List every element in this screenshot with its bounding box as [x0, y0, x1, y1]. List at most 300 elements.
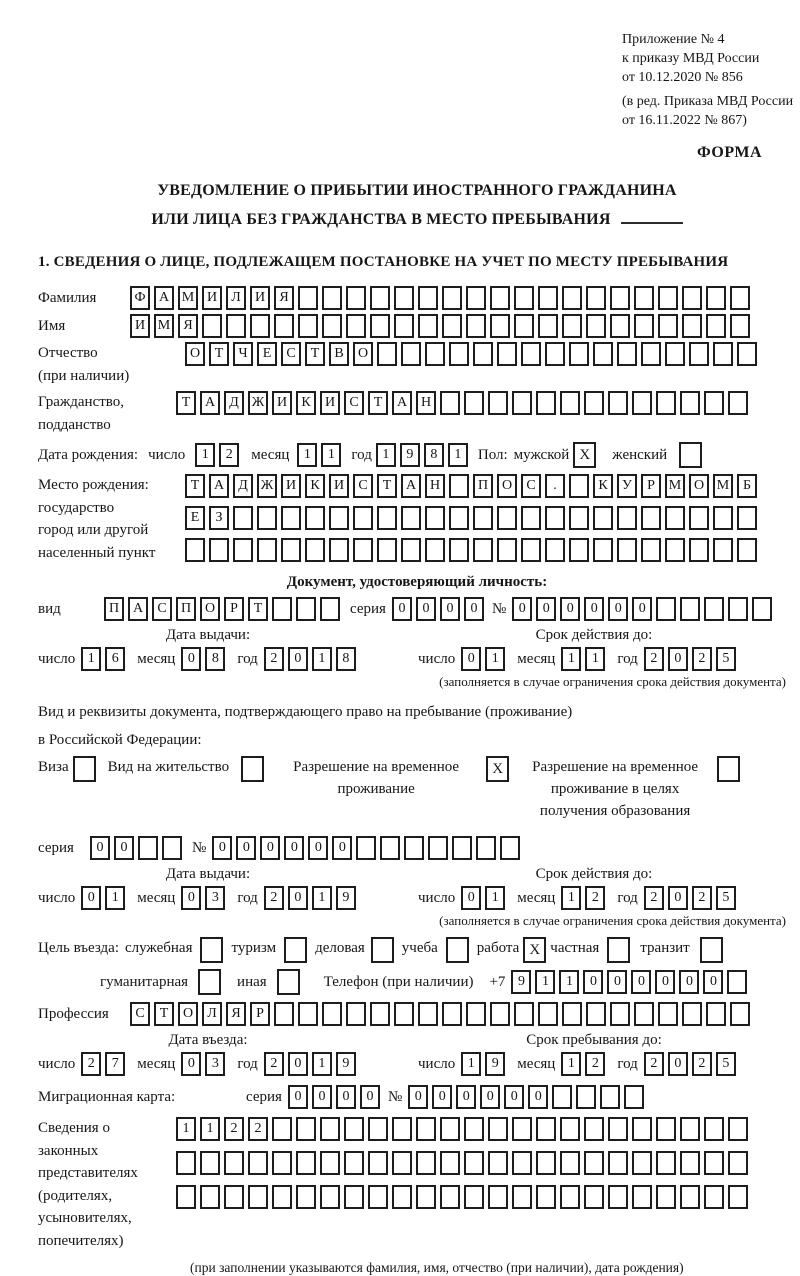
char-cell[interactable]: 2	[264, 1052, 284, 1076]
char-cell[interactable]	[418, 1002, 438, 1026]
char-cell[interactable]	[404, 836, 424, 860]
char-cell[interactable]	[473, 506, 493, 530]
char-cell[interactable]	[473, 538, 493, 562]
temporary-residence-education-checkbox[interactable]	[717, 756, 740, 782]
char-cell[interactable]	[730, 286, 750, 310]
char-cell[interactable]: 1	[297, 443, 317, 467]
char-cell[interactable]	[617, 506, 637, 530]
char-cell[interactable]: 0	[679, 970, 699, 994]
migration-card-number-cells[interactable]	[408, 1085, 648, 1109]
migration-card-series-cells[interactable]	[288, 1085, 384, 1109]
char-cell[interactable]	[488, 1117, 508, 1141]
char-cell[interactable]: 0	[181, 647, 201, 671]
char-cell[interactable]	[706, 1002, 726, 1026]
char-cell[interactable]: 1	[485, 886, 505, 910]
char-cell[interactable]	[425, 538, 445, 562]
stay-day-cells[interactable]	[461, 1052, 509, 1076]
char-cell[interactable]	[305, 538, 325, 562]
char-cell[interactable]	[514, 286, 534, 310]
char-cell[interactable]: 2	[224, 1117, 244, 1141]
char-cell[interactable]	[713, 538, 733, 562]
char-cell[interactable]: 0	[456, 1085, 476, 1109]
char-cell[interactable]: П	[473, 474, 493, 498]
char-cell[interactable]	[401, 506, 421, 530]
char-cell[interactable]	[632, 1185, 652, 1209]
char-cell[interactable]: И	[281, 474, 301, 498]
char-cell[interactable]	[569, 342, 589, 366]
char-cell[interactable]: 2	[644, 647, 664, 671]
char-cell[interactable]	[560, 1185, 580, 1209]
char-cell[interactable]	[346, 286, 366, 310]
char-cell[interactable]	[706, 314, 726, 338]
char-cell[interactable]	[560, 1151, 580, 1175]
char-cell[interactable]: 0	[608, 597, 628, 621]
sex-male-checkbox[interactable]: X	[573, 442, 596, 468]
char-cell[interactable]	[370, 314, 390, 338]
char-cell[interactable]	[538, 286, 558, 310]
char-cell[interactable]: .	[545, 474, 565, 498]
char-cell[interactable]	[728, 1185, 748, 1209]
given-name-cells[interactable]	[130, 314, 754, 338]
char-cell[interactable]	[209, 538, 229, 562]
char-cell[interactable]: А	[200, 391, 220, 415]
visa-checkbox[interactable]	[73, 756, 96, 782]
char-cell[interactable]	[656, 597, 676, 621]
char-cell[interactable]	[560, 391, 580, 415]
char-cell[interactable]	[704, 391, 724, 415]
char-cell[interactable]	[440, 391, 460, 415]
char-cell[interactable]: С	[130, 1002, 150, 1026]
char-cell[interactable]	[584, 1151, 604, 1175]
char-cell[interactable]: А	[401, 474, 421, 498]
char-cell[interactable]	[226, 314, 246, 338]
char-cell[interactable]	[737, 538, 757, 562]
char-cell[interactable]	[689, 506, 709, 530]
char-cell[interactable]	[682, 1002, 702, 1026]
char-cell[interactable]	[416, 1151, 436, 1175]
char-cell[interactable]	[682, 286, 702, 310]
char-cell[interactable]	[680, 597, 700, 621]
char-cell[interactable]	[377, 538, 397, 562]
char-cell[interactable]	[176, 1151, 196, 1175]
char-cell[interactable]	[545, 538, 565, 562]
char-cell[interactable]	[608, 1117, 628, 1141]
char-cell[interactable]	[490, 286, 510, 310]
char-cell[interactable]: И	[130, 314, 150, 338]
char-cell[interactable]	[704, 1185, 724, 1209]
char-cell[interactable]: 5	[716, 647, 736, 671]
char-cell[interactable]	[416, 1117, 436, 1141]
char-cell[interactable]: Т	[377, 474, 397, 498]
char-cell[interactable]: 2	[644, 886, 664, 910]
char-cell[interactable]	[452, 836, 472, 860]
char-cell[interactable]	[512, 1185, 532, 1209]
residence-doc-number-cells[interactable]	[212, 836, 524, 860]
char-cell[interactable]	[656, 1151, 676, 1175]
char-cell[interactable]: К	[296, 391, 316, 415]
char-cell[interactable]: 2	[219, 443, 239, 467]
char-cell[interactable]: 0	[392, 597, 412, 621]
char-cell[interactable]: М	[665, 474, 685, 498]
char-cell[interactable]: Р	[250, 1002, 270, 1026]
char-cell[interactable]	[658, 1002, 678, 1026]
char-cell[interactable]	[586, 286, 606, 310]
char-cell[interactable]: С	[353, 474, 373, 498]
birth-day-cells[interactable]	[195, 443, 243, 467]
residence-doc-series-cells[interactable]	[90, 836, 186, 860]
char-cell[interactable]	[632, 1151, 652, 1175]
char-cell[interactable]: 0	[464, 597, 484, 621]
char-cell[interactable]	[562, 314, 582, 338]
identity-valid-day-cells[interactable]	[461, 647, 509, 671]
char-cell[interactable]	[418, 314, 438, 338]
char-cell[interactable]	[368, 1117, 388, 1141]
char-cell[interactable]	[641, 506, 661, 530]
char-cell[interactable]: 0	[81, 886, 101, 910]
char-cell[interactable]: 0	[288, 1052, 308, 1076]
char-cell[interactable]	[536, 391, 556, 415]
char-cell[interactable]	[514, 314, 534, 338]
char-cell[interactable]	[514, 1002, 534, 1026]
char-cell[interactable]	[562, 286, 582, 310]
char-cell[interactable]: Я	[178, 314, 198, 338]
char-cell[interactable]: О	[200, 597, 220, 621]
char-cell[interactable]	[665, 506, 685, 530]
residence-valid-day-cells[interactable]	[461, 886, 509, 910]
char-cell[interactable]	[665, 538, 685, 562]
char-cell[interactable]: 0	[668, 647, 688, 671]
char-cell[interactable]: 9	[400, 443, 420, 467]
representatives-cells-row3[interactable]	[176, 1185, 752, 1209]
char-cell[interactable]: 1	[105, 886, 125, 910]
char-cell[interactable]	[377, 342, 397, 366]
char-cell[interactable]: 7	[105, 1052, 125, 1076]
char-cell[interactable]	[320, 597, 340, 621]
char-cell[interactable]	[545, 342, 565, 366]
patronymic-cells[interactable]	[185, 342, 761, 366]
purpose-study-checkbox[interactable]	[446, 937, 469, 963]
char-cell[interactable]	[680, 1151, 700, 1175]
char-cell[interactable]	[536, 1117, 556, 1141]
char-cell[interactable]	[728, 391, 748, 415]
char-cell[interactable]	[632, 391, 652, 415]
char-cell[interactable]	[682, 314, 702, 338]
char-cell[interactable]	[466, 314, 486, 338]
purpose-official-checkbox[interactable]	[200, 937, 223, 963]
char-cell[interactable]: 3	[205, 886, 225, 910]
char-cell[interactable]: И	[329, 474, 349, 498]
char-cell[interactable]: О	[185, 342, 205, 366]
purpose-transit-checkbox[interactable]	[700, 937, 723, 963]
char-cell[interactable]: 0	[512, 597, 532, 621]
char-cell[interactable]	[737, 506, 757, 530]
char-cell[interactable]	[490, 314, 510, 338]
purpose-work-checkbox[interactable]: X	[523, 937, 546, 963]
char-cell[interactable]: 0	[583, 970, 603, 994]
char-cell[interactable]	[200, 1151, 220, 1175]
temporary-residence-checkbox[interactable]: X	[486, 756, 509, 782]
char-cell[interactable]: 1	[376, 443, 396, 467]
char-cell[interactable]: И	[320, 391, 340, 415]
citizenship-cells[interactable]	[176, 391, 752, 415]
char-cell[interactable]	[610, 286, 630, 310]
char-cell[interactable]	[576, 1085, 596, 1109]
char-cell[interactable]: 8	[424, 443, 444, 467]
char-cell[interactable]: 1	[312, 886, 332, 910]
char-cell[interactable]: 0	[181, 1052, 201, 1076]
purpose-tourism-checkbox[interactable]	[284, 937, 307, 963]
char-cell[interactable]	[322, 1002, 342, 1026]
char-cell[interactable]	[356, 836, 376, 860]
char-cell[interactable]: Ч	[233, 342, 253, 366]
char-cell[interactable]	[353, 538, 373, 562]
char-cell[interactable]	[233, 506, 253, 530]
char-cell[interactable]	[728, 1117, 748, 1141]
char-cell[interactable]: 0	[236, 836, 256, 860]
char-cell[interactable]: 1	[312, 647, 332, 671]
identity-doc-series-cells[interactable]	[392, 597, 488, 621]
identity-issue-month-cells[interactable]	[181, 647, 229, 671]
char-cell[interactable]	[617, 342, 637, 366]
char-cell[interactable]	[176, 1185, 196, 1209]
char-cell[interactable]	[440, 1151, 460, 1175]
identity-valid-year-cells[interactable]	[644, 647, 740, 671]
char-cell[interactable]: 0	[632, 597, 652, 621]
char-cell[interactable]: 0	[288, 886, 308, 910]
char-cell[interactable]	[497, 506, 517, 530]
char-cell[interactable]	[593, 342, 613, 366]
char-cell[interactable]	[680, 1185, 700, 1209]
identity-doc-kind-cells[interactable]	[104, 597, 344, 621]
char-cell[interactable]	[658, 286, 678, 310]
char-cell[interactable]: 0	[440, 597, 460, 621]
char-cell[interactable]: 0	[284, 836, 304, 860]
char-cell[interactable]: 0	[528, 1085, 548, 1109]
surname-cells[interactable]	[130, 286, 754, 310]
char-cell[interactable]: А	[392, 391, 412, 415]
char-cell[interactable]	[329, 506, 349, 530]
char-cell[interactable]: 0	[212, 836, 232, 860]
char-cell[interactable]	[706, 286, 726, 310]
char-cell[interactable]	[248, 1185, 268, 1209]
char-cell[interactable]	[656, 1117, 676, 1141]
char-cell[interactable]	[425, 506, 445, 530]
char-cell[interactable]: Р	[224, 597, 244, 621]
char-cell[interactable]	[370, 286, 390, 310]
char-cell[interactable]	[392, 1151, 412, 1175]
char-cell[interactable]	[368, 1151, 388, 1175]
char-cell[interactable]: 2	[81, 1052, 101, 1076]
char-cell[interactable]	[689, 538, 709, 562]
char-cell[interactable]	[730, 1002, 750, 1026]
char-cell[interactable]: К	[593, 474, 613, 498]
char-cell[interactable]: М	[178, 286, 198, 310]
char-cell[interactable]	[586, 314, 606, 338]
char-cell[interactable]: И	[272, 391, 292, 415]
char-cell[interactable]	[466, 286, 486, 310]
char-cell[interactable]	[752, 597, 772, 621]
purpose-humanitarian-checkbox[interactable]	[198, 969, 221, 995]
char-cell[interactable]	[538, 1002, 558, 1026]
char-cell[interactable]	[680, 391, 700, 415]
birth-place-cells-row1[interactable]	[185, 474, 761, 498]
char-cell[interactable]	[370, 1002, 390, 1026]
char-cell[interactable]: 0	[336, 1085, 356, 1109]
char-cell[interactable]	[416, 1185, 436, 1209]
char-cell[interactable]: 3	[205, 1052, 225, 1076]
char-cell[interactable]	[521, 538, 541, 562]
char-cell[interactable]	[464, 1117, 484, 1141]
char-cell[interactable]	[634, 314, 654, 338]
identity-issue-year-cells[interactable]	[264, 647, 360, 671]
purpose-private-checkbox[interactable]	[607, 937, 630, 963]
char-cell[interactable]: 0	[114, 836, 134, 860]
char-cell[interactable]: Л	[202, 1002, 222, 1026]
char-cell[interactable]	[584, 1117, 604, 1141]
char-cell[interactable]	[392, 1185, 412, 1209]
char-cell[interactable]: 0	[607, 970, 627, 994]
char-cell[interactable]	[488, 1151, 508, 1175]
char-cell[interactable]: А	[154, 286, 174, 310]
char-cell[interactable]	[401, 538, 421, 562]
char-cell[interactable]	[202, 314, 222, 338]
char-cell[interactable]	[536, 1185, 556, 1209]
birth-place-cells-row3[interactable]	[185, 538, 761, 562]
char-cell[interactable]	[704, 597, 724, 621]
char-cell[interactable]: 0	[90, 836, 110, 860]
char-cell[interactable]	[608, 1185, 628, 1209]
char-cell[interactable]	[680, 1117, 700, 1141]
char-cell[interactable]: О	[689, 474, 709, 498]
char-cell[interactable]: 0	[408, 1085, 428, 1109]
char-cell[interactable]: 9	[511, 970, 531, 994]
char-cell[interactable]	[632, 1117, 652, 1141]
representatives-cells-row1[interactable]	[176, 1117, 752, 1141]
char-cell[interactable]	[272, 1151, 292, 1175]
char-cell[interactable]	[562, 1002, 582, 1026]
char-cell[interactable]: 2	[264, 886, 284, 910]
char-cell[interactable]	[320, 1185, 340, 1209]
representatives-cells-row2[interactable]	[176, 1151, 752, 1175]
char-cell[interactable]: О	[178, 1002, 198, 1026]
char-cell[interactable]: 2	[585, 886, 605, 910]
char-cell[interactable]: 1	[448, 443, 468, 467]
char-cell[interactable]: 1	[561, 1052, 581, 1076]
char-cell[interactable]: 2	[692, 886, 712, 910]
char-cell[interactable]: 0	[480, 1085, 500, 1109]
char-cell[interactable]	[440, 1117, 460, 1141]
char-cell[interactable]	[272, 597, 292, 621]
char-cell[interactable]	[600, 1085, 620, 1109]
char-cell[interactable]	[488, 391, 508, 415]
residence-valid-year-cells[interactable]	[644, 886, 740, 910]
char-cell[interactable]: 0	[461, 886, 481, 910]
char-cell[interactable]	[257, 538, 277, 562]
char-cell[interactable]	[560, 1117, 580, 1141]
char-cell[interactable]	[281, 538, 301, 562]
identity-doc-number-cells[interactable]	[512, 597, 776, 621]
char-cell[interactable]: 0	[536, 597, 556, 621]
char-cell[interactable]: 8	[205, 647, 225, 671]
char-cell[interactable]	[593, 506, 613, 530]
char-cell[interactable]: О	[497, 474, 517, 498]
char-cell[interactable]: 9	[336, 886, 356, 910]
char-cell[interactable]	[353, 506, 373, 530]
char-cell[interactable]: Т	[209, 342, 229, 366]
char-cell[interactable]: 0	[655, 970, 675, 994]
char-cell[interactable]	[490, 1002, 510, 1026]
char-cell[interactable]	[466, 1002, 486, 1026]
char-cell[interactable]	[346, 314, 366, 338]
birth-month-cells[interactable]	[297, 443, 345, 467]
char-cell[interactable]	[233, 538, 253, 562]
purpose-other-checkbox[interactable]	[277, 969, 300, 995]
char-cell[interactable]	[552, 1085, 572, 1109]
char-cell[interactable]: Т	[248, 597, 268, 621]
char-cell[interactable]	[569, 474, 589, 498]
char-cell[interactable]	[394, 286, 414, 310]
entry-day-cells[interactable]	[81, 1052, 129, 1076]
char-cell[interactable]	[464, 391, 484, 415]
char-cell[interactable]	[464, 1185, 484, 1209]
char-cell[interactable]	[329, 538, 349, 562]
birth-place-cells-row2[interactable]	[185, 506, 761, 530]
char-cell[interactable]: 9	[485, 1052, 505, 1076]
char-cell[interactable]	[298, 314, 318, 338]
char-cell[interactable]	[521, 506, 541, 530]
char-cell[interactable]	[296, 1151, 316, 1175]
char-cell[interactable]	[298, 1002, 318, 1026]
char-cell[interactable]: А	[209, 474, 229, 498]
char-cell[interactable]	[296, 1117, 316, 1141]
char-cell[interactable]: 1	[195, 443, 215, 467]
char-cell[interactable]	[488, 1185, 508, 1209]
char-cell[interactable]: Т	[185, 474, 205, 498]
char-cell[interactable]	[617, 538, 637, 562]
char-cell[interactable]	[512, 1151, 532, 1175]
char-cell[interactable]: Т	[305, 342, 325, 366]
char-cell[interactable]: 1	[535, 970, 555, 994]
char-cell[interactable]: 2	[692, 1052, 712, 1076]
char-cell[interactable]	[634, 286, 654, 310]
char-cell[interactable]	[538, 314, 558, 338]
char-cell[interactable]: 5	[716, 1052, 736, 1076]
char-cell[interactable]	[377, 506, 397, 530]
char-cell[interactable]	[449, 538, 469, 562]
char-cell[interactable]: М	[154, 314, 174, 338]
char-cell[interactable]	[224, 1185, 244, 1209]
char-cell[interactable]	[545, 506, 565, 530]
char-cell[interactable]	[344, 1151, 364, 1175]
char-cell[interactable]	[344, 1117, 364, 1141]
char-cell[interactable]	[624, 1085, 644, 1109]
char-cell[interactable]: 1	[461, 1052, 481, 1076]
identity-valid-month-cells[interactable]	[561, 647, 609, 671]
char-cell[interactable]	[476, 836, 496, 860]
char-cell[interactable]: С	[344, 391, 364, 415]
char-cell[interactable]: С	[521, 474, 541, 498]
char-cell[interactable]: О	[353, 342, 373, 366]
char-cell[interactable]	[320, 1117, 340, 1141]
char-cell[interactable]: 2	[264, 647, 284, 671]
char-cell[interactable]	[296, 597, 316, 621]
char-cell[interactable]: 0	[288, 1085, 308, 1109]
char-cell[interactable]: 1	[561, 647, 581, 671]
char-cell[interactable]	[728, 597, 748, 621]
char-cell[interactable]	[512, 391, 532, 415]
char-cell[interactable]	[586, 1002, 606, 1026]
char-cell[interactable]: Я	[226, 1002, 246, 1026]
